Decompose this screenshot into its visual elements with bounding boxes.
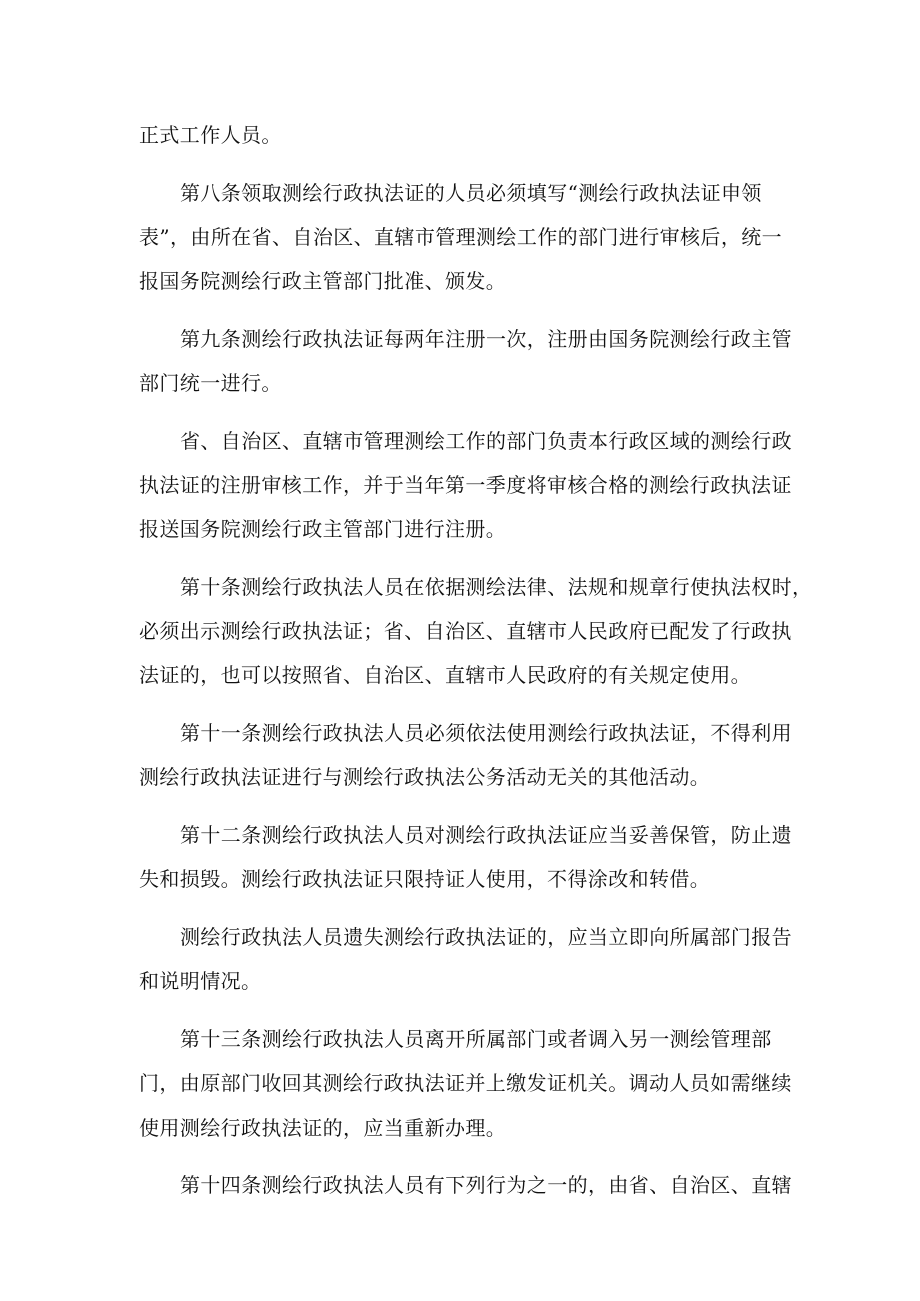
paragraph-article-12-loss	[139, 915, 792, 1003]
paragraph-line: 第十条测绘行政执法人员在依据测绘法律、法规和规章行使执法权时，	[180, 575, 813, 600]
paragraph-article-11	[139, 711, 792, 799]
paragraph-line: 第十一条测绘行政执法人员必须依法使用测绘行政执法证，不得利用	[180, 721, 792, 746]
paragraph-line: 法证的，也可以按照省、自治区、直辖市人民政府的有关规定使用。	[139, 663, 751, 688]
paragraph-article-10	[139, 565, 813, 698]
paragraph-article-14	[139, 1163, 792, 1207]
paragraph-line: 第八条领取测绘行政执法证的人员必须填写“测绘行政执法证申领	[180, 180, 762, 205]
paragraph-article-8	[139, 171, 784, 304]
paragraph-line: 第十二条测绘行政执法人员对测绘行政执法证应当妥善保管，防止遗	[180, 823, 792, 848]
paragraph-article-13	[139, 1017, 792, 1150]
paragraph-line: 测绘行政执法证进行与测绘行政执法公务活动无关的其他活动。	[139, 765, 711, 790]
paragraph-line: 报送国务院测绘行政主管部门进行注册。	[139, 517, 507, 542]
paragraph-p0	[139, 113, 784, 157]
document-body	[139, 113, 813, 1207]
paragraph-line: 省、自治区、直辖市管理测绘工作的部门负责本行政区域的测绘行政	[180, 428, 792, 453]
paragraph-line: 第九条测绘行政执法证每两年注册一次，注册由国务院测绘行政主管	[180, 326, 792, 351]
paragraph-line: 部门统一进行。	[139, 371, 282, 396]
paragraph-article-9	[139, 317, 792, 405]
paragraph-line: 测绘行政执法人员遗失测绘行政执法证的，应当立即向所属部门报告	[180, 925, 792, 950]
paragraph-line: 必须出示测绘行政执法证；省、自治区、直辖市人民政府已配发了行政执	[139, 619, 792, 644]
paragraph-line: 执法证的注册审核工作，并于当年第一季度将审核合格的测绘行政执法证	[139, 473, 792, 498]
paragraph-line: 和说明情况。	[139, 969, 262, 994]
paragraph-line: 第十四条测绘行政执法人员有下列行为之一的，由省、自治区、直辖	[180, 1173, 792, 1198]
paragraph-line: 正式工作人员。	[139, 123, 282, 147]
paragraph-line: 表”，由所在省、自治区、直辖市管理测绘工作的部门进行审核后，统一	[139, 224, 783, 249]
paragraph-line: 第十三条测绘行政执法人员离开所属部门或者调入另一测绘管理部	[180, 1027, 772, 1052]
paragraph-line: 门，由原部门收回其测绘行政执法证并上缴发证机关。调动人员如需继续	[139, 1071, 792, 1096]
paragraph-line: 使用测绘行政执法证的，应当重新办理。	[139, 1115, 507, 1140]
paragraph-article-12	[139, 813, 792, 901]
paragraph-article-9-registration	[139, 419, 792, 552]
paragraph-line: 报国务院测绘行政主管部门批准、颁发。	[139, 269, 507, 294]
paragraph-line: 失和损毁。测绘行政执法证只限持证人使用，不得涂改和转借。	[139, 867, 711, 892]
